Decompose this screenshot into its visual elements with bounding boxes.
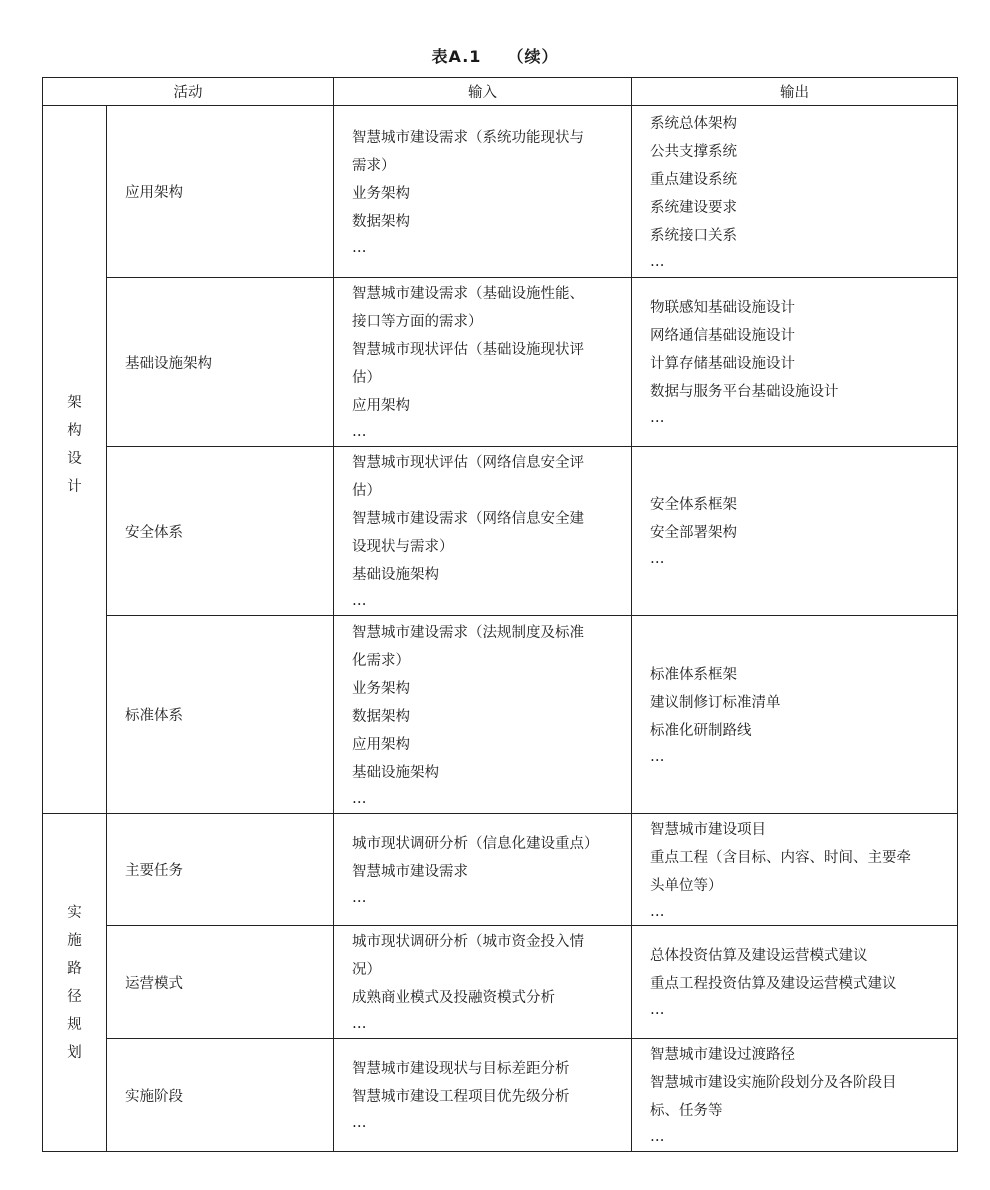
input-line: 基础设施架构: [352, 567, 439, 583]
input-line: …: [352, 1115, 366, 1131]
input-line: …: [352, 1016, 366, 1032]
input-cell: [334, 814, 632, 926]
output-cell: [632, 447, 958, 616]
group-label-char: 实: [67, 904, 82, 921]
table-row: [43, 447, 958, 616]
group-label-char: 构: [67, 422, 82, 439]
output-line: 系统总体架构: [650, 115, 737, 132]
input-line: 成熟商业模式及投融资模式分析: [352, 990, 555, 1006]
input-line: 应用架构: [352, 736, 410, 753]
output-line: 重点工程（含目标、内容、时间、主要牵: [650, 849, 911, 866]
output-line: 网络通信基础设施设计: [650, 328, 795, 344]
input-cell: [334, 616, 632, 814]
input-line: 智慧城市建设需求（基础设施性能、: [352, 286, 584, 302]
input-line: 估）: [352, 370, 381, 386]
activity-cell: 应用架构: [107, 106, 334, 278]
output-line: …: [650, 410, 664, 426]
output-line: 公共支撑系统: [650, 143, 737, 160]
activity-cell: 实施阶段: [107, 1039, 334, 1152]
input-line: 城市现状调研分析（城市资金投入情: [352, 934, 584, 950]
output-line: 标准体系框架: [650, 666, 737, 683]
output-cell: [632, 616, 958, 814]
output-line: 数据与服务平台基础设施设计: [650, 384, 839, 400]
input-line: 业务架构: [352, 680, 410, 697]
activity-cell: 基础设施架构: [107, 278, 334, 447]
group-label-char: 施: [67, 932, 82, 949]
input-line: 智慧城市现状评估（网络信息安全评: [352, 455, 584, 471]
activity-io-table: [42, 77, 958, 1152]
output-line: 智慧城市建设实施阶段划分及各阶段目: [650, 1075, 897, 1091]
output-cell: [632, 1039, 958, 1152]
group-label-char: 设: [67, 450, 82, 467]
group-label-char: 路: [67, 960, 82, 977]
output-line: 智慧城市建设过渡路径: [650, 1047, 795, 1063]
table-row: [43, 278, 958, 447]
group-label-char: 架: [67, 394, 82, 411]
input-line: 智慧城市建设现状与目标差距分析: [352, 1061, 570, 1077]
group-label-char: 规: [67, 1016, 82, 1033]
table-row: [43, 1039, 958, 1152]
output-line: …: [650, 551, 664, 567]
group-label-char: 径: [67, 988, 82, 1005]
header-input: 输入: [334, 78, 632, 106]
input-line: 城市现状调研分析（信息化建设重点）: [352, 835, 599, 852]
input-line: 况）: [352, 962, 381, 978]
output-line: 物联感知基础设施设计: [650, 300, 795, 316]
input-line: 数据架构: [352, 213, 410, 230]
input-line: 需求）: [352, 157, 396, 174]
input-line: …: [352, 593, 366, 609]
output-line: 标准化研制路线: [650, 722, 752, 739]
output-line: 安全部署架构: [650, 525, 737, 541]
output-line: 标、任务等: [650, 1103, 723, 1119]
output-line: 建议制修订标准清单: [650, 694, 781, 711]
output-line: 总体投资估算及建设运营模式建议: [650, 948, 868, 964]
table-row: [43, 814, 958, 926]
output-line: …: [650, 903, 664, 920]
input-line: 智慧城市建设需求（系统功能现状与: [352, 129, 584, 146]
table-caption: [0, 44, 990, 67]
table-header-row: [43, 78, 958, 106]
input-line: 估）: [352, 483, 381, 499]
output-cell: [632, 926, 958, 1039]
input-cell: [334, 1039, 632, 1152]
input-line: 业务架构: [352, 185, 410, 202]
output-line: 系统接口关系: [650, 227, 737, 244]
input-line: 智慧城市建设需求（网络信息安全建: [352, 511, 584, 527]
output-line: 重点建设系统: [650, 171, 737, 188]
output-line: 计算存储基础设施设计: [650, 356, 795, 372]
activity-cell: 主要任务: [107, 814, 334, 926]
output-cell: [632, 106, 958, 278]
activity-cell: 运营模式: [107, 926, 334, 1039]
output-line: 智慧城市建设项目: [650, 821, 766, 838]
group-label-char: 划: [67, 1044, 82, 1061]
output-line: 系统建设要求: [650, 199, 737, 216]
group-label-cell: [43, 106, 107, 814]
input-line: 化需求）: [352, 652, 410, 669]
group-label-char: 计: [67, 478, 82, 495]
activity-cell: 标准体系: [107, 616, 334, 814]
output-line: 重点工程投资估算及建设运营模式建议: [650, 976, 897, 992]
input-line: 智慧城市建设需求: [352, 863, 468, 880]
input-line: 智慧城市现状评估（基础设施现状评: [352, 342, 584, 358]
output-cell: [632, 278, 958, 447]
input-line: 智慧城市建设工程项目优先级分析: [352, 1089, 570, 1105]
output-cell: [632, 814, 958, 926]
table-row: [43, 106, 958, 278]
input-cell: [334, 447, 632, 616]
input-cell: [334, 926, 632, 1039]
output-line: 头单位等）: [650, 877, 723, 894]
table-title: 表A.1: [431, 47, 482, 66]
header-output: 输出: [632, 78, 958, 106]
output-line: …: [650, 748, 664, 765]
output-line: …: [650, 253, 664, 270]
input-cell: [334, 106, 632, 278]
output-line: …: [650, 1129, 664, 1145]
input-line: 数据架构: [352, 708, 410, 725]
input-line: 设现状与需求）: [352, 539, 454, 555]
group-label-cell: [43, 814, 107, 1152]
table-body: [43, 106, 958, 1152]
input-cell: [334, 278, 632, 447]
output-line: 安全体系框架: [650, 497, 737, 513]
input-line: …: [352, 889, 366, 906]
input-line: 应用架构: [352, 398, 410, 414]
header-activity: 活动: [43, 78, 334, 106]
input-line: 智慧城市建设需求（法规制度及标准: [352, 624, 584, 641]
table-title-continued: （续）: [507, 47, 559, 66]
table-row: [43, 616, 958, 814]
table-row: [43, 926, 958, 1039]
input-line: …: [352, 424, 366, 440]
input-line: 接口等方面的需求）: [352, 314, 483, 330]
input-line: …: [352, 790, 366, 807]
input-line: 基础设施架构: [352, 764, 439, 781]
input-line: …: [352, 239, 366, 256]
output-line: …: [650, 1002, 664, 1018]
activity-cell: 安全体系: [107, 447, 334, 616]
